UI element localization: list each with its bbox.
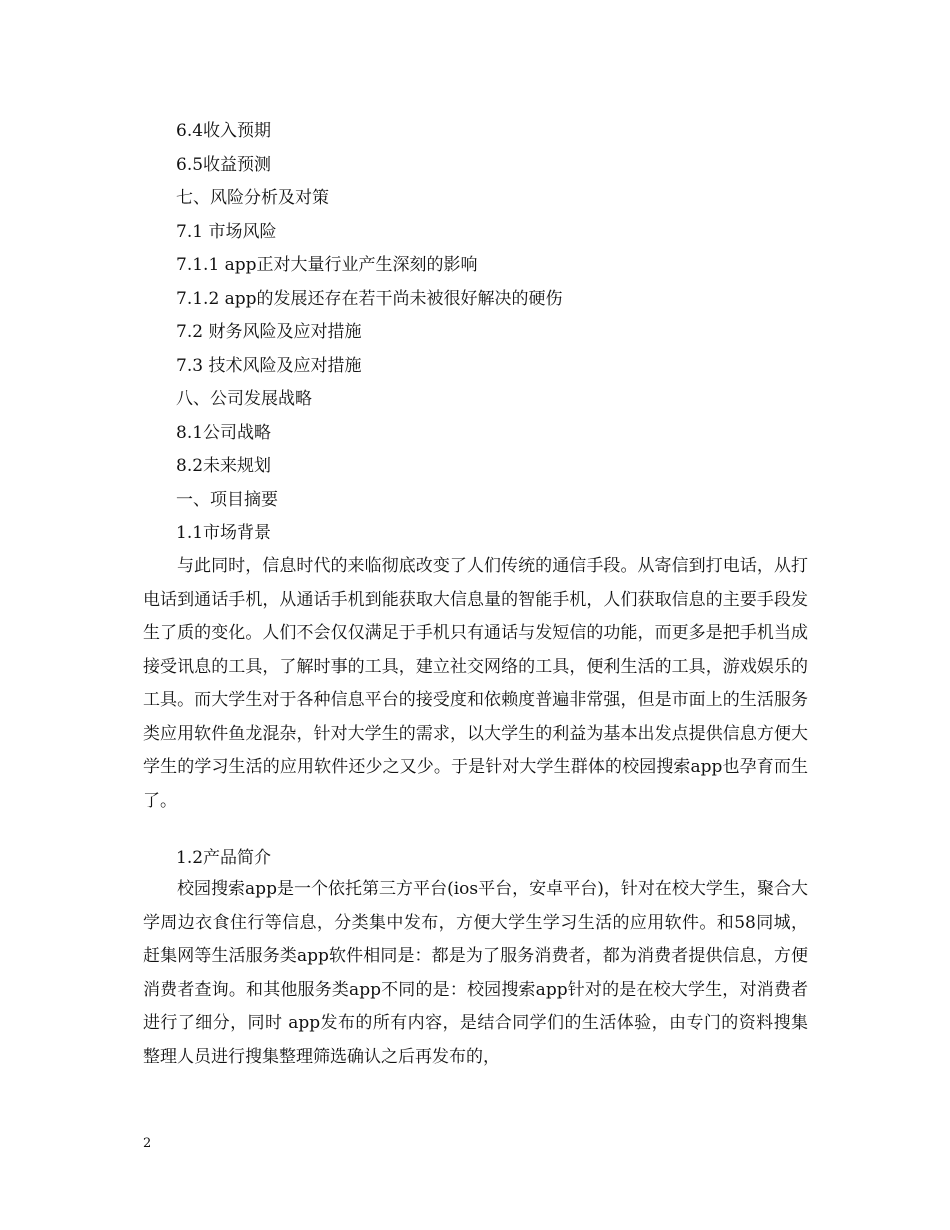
toc-line: 7.1 市场风险 <box>176 222 277 242</box>
paragraph-market-background: 与此同时，信息时代的来临彻底改变了人们传统的通信手段。从寄信到打电话，从打电话到通话手机，从通话手机到能获取大信息量的智能手机，人们获取信息的主要手段发生了质的变化。人们不会仅仅满足于手机只有通话与发短信的功能，而更多是把手机当成接受讯息的工具，了解时事的工具，建立社交网络的工具，便利生活的工具，游戏娱乐的工具。而大学生对于各种信息平台的接受度和依赖度普遍非常强，但是市面上的生活服务类应用软件鱼龙混杂，针对大学生的需求，以大学生的利益为基本出发点提供信息方便大学生的学习生活的应用软件还少之又少。于是针对大学生群体的校园搜索app也孕育而生了。 <box>143 556 808 811</box>
toc-line: 7.2 财务风险及应对措施 <box>176 322 362 342</box>
section-heading: 一、项目摘要 <box>176 490 278 510</box>
toc-line: 八、公司发展战略 <box>176 389 312 409</box>
toc-line: 七、风险分析及对策 <box>176 188 329 208</box>
subsection-heading: 1.1市场背景 <box>176 523 272 543</box>
toc-line: 7.1.2 app的发展还存在若干尚未被很好解决的硬伤 <box>176 289 563 309</box>
toc-line: 8.2未来规划 <box>176 456 272 476</box>
toc-line: 6.4收入预期 <box>176 121 272 141</box>
paragraph-product-intro: 校园搜索app是一个依托第三方平台(ios平台，安卓平台)，针对在校大学生，聚合大学周边衣食住行等信息，分类集中发布，方便大学生学习生活的应用软件。和58同城，赶集网等生活服务类app软件相同是：都是为了服务消费者，都为消费者提供信息，方便消费者查询。和其他服务类app不同的是：校园搜索app针对的是在校大学生，对消费者进行了细分，同时 app发布的所有内容，是结合同学们的生活体验，由专门的资料搜集整理人员进行搜集整理筛选确认之后再发布的， <box>143 879 808 1067</box>
subsection-heading: 1.2产品简介 <box>176 848 272 868</box>
toc-line: 7.1.1 app正对大量行业产生深刻的影响 <box>176 255 478 275</box>
page-number: 2 <box>143 1136 152 1151</box>
toc-line: 6.5收益预测 <box>176 155 272 175</box>
toc-line: 7.3 技术风险及应对措施 <box>176 356 362 376</box>
toc-line: 8.1公司战略 <box>176 423 272 443</box>
